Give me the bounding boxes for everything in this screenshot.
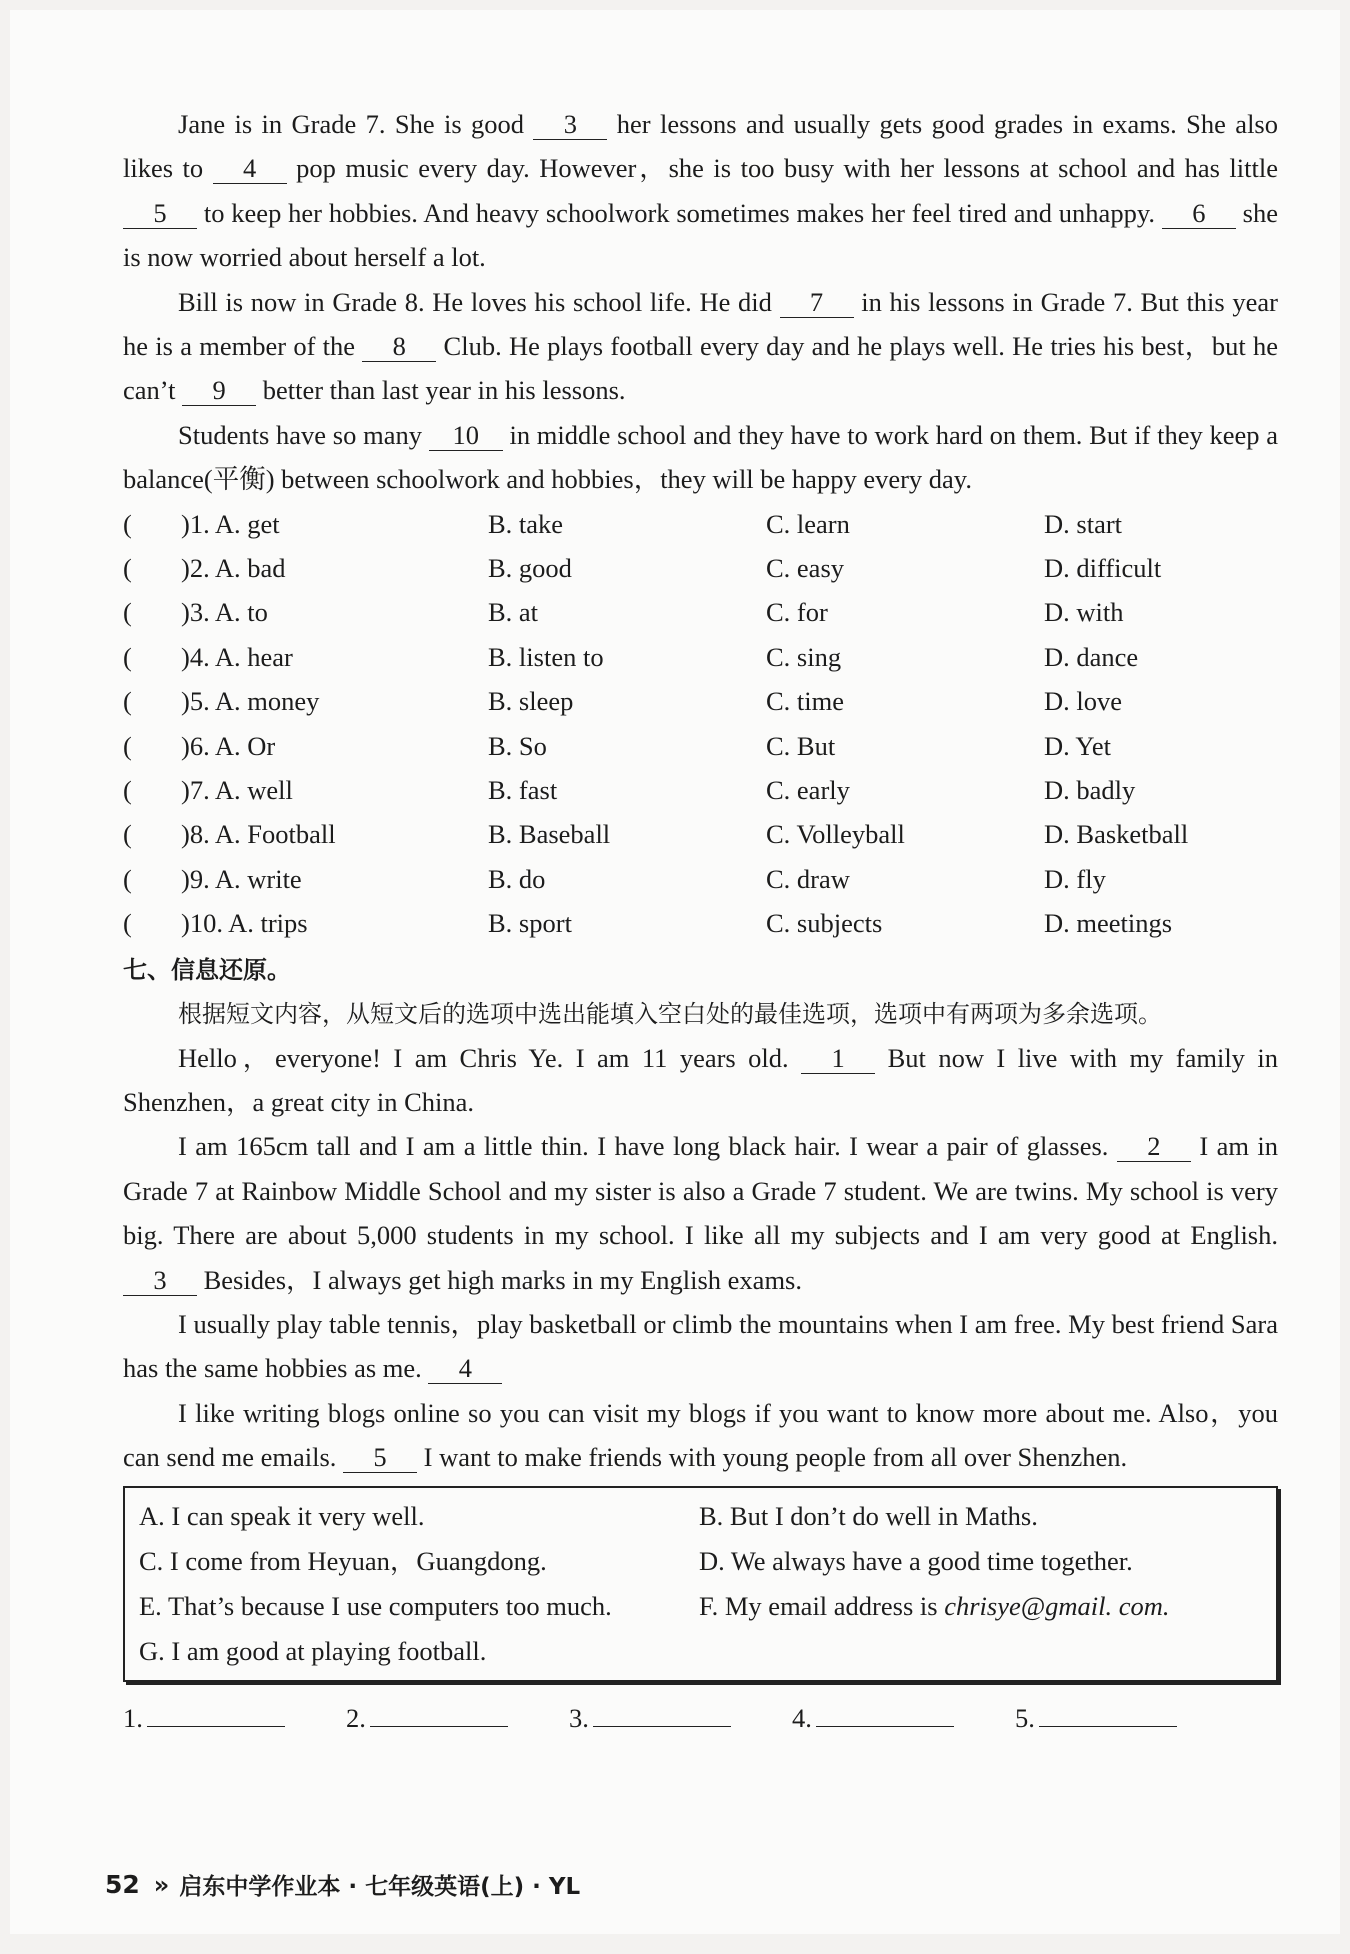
choice-e: E. That’s because I use computers too much.	[139, 1590, 612, 1621]
blank-3[interactable]: 3	[533, 109, 607, 140]
choice-d: D. We always have a good time together.	[699, 1545, 1133, 1576]
option-a[interactable]: )7. A. well	[181, 775, 293, 805]
passage-text: she is now worried about herself a lot.	[123, 197, 1278, 273]
option-a[interactable]: )10. A. trips	[181, 908, 308, 939]
answer-bracket[interactable]: (	[123, 641, 132, 672]
option-a[interactable]: )6. A. Or	[181, 730, 276, 761]
question-row	[123, 635, 1278, 679]
answer-slot	[792, 1696, 1015, 1740]
blank-5[interactable]: 5	[123, 198, 197, 229]
answer-blank[interactable]	[147, 1726, 285, 1727]
blank-4[interactable]: 4	[213, 153, 287, 184]
option-c[interactable]: C. for	[766, 597, 828, 628]
option-d[interactable]: D. difficult	[1044, 553, 1162, 584]
blank-5[interactable]: 5	[343, 1442, 417, 1473]
option-c[interactable]: C. time	[766, 686, 845, 717]
workbook-page	[10, 10, 1340, 1934]
option-d[interactable]: D. Yet	[1044, 730, 1112, 761]
choice-a: A. I can speak it very well.	[139, 1500, 425, 1531]
question-stem	[123, 546, 488, 590]
passage-text: in his lessons in Grade 7. But this year he is a member of the	[123, 286, 1278, 362]
question-row	[123, 679, 1278, 723]
answer-slot	[346, 1696, 569, 1740]
option-a[interactable]: )2. A. bad	[181, 553, 286, 584]
book-title: 启东中学作业本 · 七年级英语(上) · YL	[179, 1874, 581, 1900]
answer-blank[interactable]	[593, 1726, 731, 1727]
answer-blank[interactable]	[370, 1726, 508, 1727]
answer-slot	[1015, 1696, 1238, 1740]
blank-2[interactable]: 2	[1117, 1131, 1191, 1162]
passage-text: Students have so many	[178, 419, 429, 450]
option-c[interactable]: C. early	[766, 775, 850, 805]
option-a[interactable]: )8. A. Football	[181, 819, 336, 850]
option-b[interactable]: B. sport	[488, 908, 572, 939]
passage-text: Bill is now in Grade 8. He loves his school life. He did	[178, 286, 780, 317]
passage-paragraph	[123, 1302, 1278, 1391]
blank-3[interactable]: 3	[123, 1265, 197, 1296]
option-b[interactable]: B. fast	[488, 775, 558, 805]
choice-b: B. But I don’t do well in Maths.	[699, 1500, 1038, 1531]
question-row	[123, 812, 1278, 856]
option-b[interactable]: B. good	[488, 553, 572, 584]
passage-paragraph	[123, 413, 1278, 502]
option-d[interactable]: D. start	[1044, 508, 1123, 539]
passage-paragraph	[123, 280, 1278, 413]
option-b[interactable]: B. sleep	[488, 686, 574, 717]
answer-label: 5.	[1015, 1702, 1035, 1733]
question-stem	[123, 635, 488, 679]
email-address: chrisye@gmail. com.	[944, 1590, 1170, 1621]
option-a[interactable]: )1. A. get	[181, 508, 280, 539]
passage-text: Jane is in Grade 7. She is good	[178, 109, 534, 139]
choice-g: G. I am good at playing football.	[139, 1635, 487, 1666]
answer-bracket[interactable]: (	[123, 597, 132, 628]
answer-label: 4.	[792, 1702, 812, 1733]
blank-9[interactable]: 9	[182, 375, 256, 406]
passage-text: I am 165cm tall and I am a little thin. I have long black hair. I wear a pair of glasses.	[178, 1131, 1117, 1162]
answer-slot	[569, 1696, 792, 1740]
option-c[interactable]: C. subjects	[766, 908, 883, 939]
answer-bracket[interactable]: (	[123, 508, 132, 539]
option-c[interactable]: C. Volleyball	[766, 819, 905, 850]
answer-bracket[interactable]: (	[123, 863, 132, 894]
passage-text: I usually play table tennis，play basketball or climb the mountains when I am free. My best friend Sara has the same hobbies as me.	[123, 1309, 1278, 1384]
blank-1[interactable]: 1	[801, 1043, 875, 1074]
answer-label: 1.	[123, 1702, 143, 1733]
multiple-choice-options	[123, 502, 1278, 946]
passage-text: Besides，I always get high marks in my English exams.	[197, 1264, 802, 1295]
passage-text: in middle school and they have to work hard on them. But if they keep a balance(平衡) between schoolwork and hobbies，they will be happy every day.	[123, 419, 1279, 495]
question-stem	[123, 679, 488, 723]
section-title: 七、信息还原。	[123, 955, 291, 984]
option-b[interactable]: B. at	[488, 597, 539, 628]
choice-f	[699, 1584, 1262, 1629]
question-row	[123, 502, 1278, 546]
answer-bracket[interactable]: (	[123, 775, 132, 805]
option-b[interactable]: B. do	[488, 863, 546, 894]
choices-box	[123, 1486, 1278, 1682]
option-d[interactable]: D. Basketball	[1044, 819, 1189, 850]
blank-10[interactable]: 10	[429, 420, 503, 451]
passage-text: to keep her hobbies. And heavy schoolwork sometimes makes her feel tired and unhappy.	[197, 197, 1162, 228]
section-instruction: 根据短文内容，从短文后的选项中选出能填入空白处的最佳选项，选项中有两项为多余选项。	[178, 999, 1162, 1028]
option-a[interactable]: )4. A. hear	[181, 641, 293, 672]
question-row	[123, 768, 1278, 812]
option-d[interactable]: D. dance	[1044, 641, 1139, 672]
passage-text: her lessons and usually gets good grades in exams. She also likes to	[123, 109, 1278, 184]
passage-paragraph	[123, 1124, 1278, 1302]
passage-text: better than last year in his lessons.	[256, 375, 626, 406]
question-row	[123, 901, 1278, 945]
question-row	[123, 546, 1278, 590]
option-c[interactable]: C. sing	[766, 641, 842, 672]
question-row	[123, 590, 1278, 634]
blank-8[interactable]: 8	[362, 331, 436, 362]
passage-paragraph	[123, 102, 1278, 280]
question-row	[123, 724, 1278, 768]
passage-text: Club. He plays football every day and he plays well. He tries his best，but he can’t	[123, 331, 1278, 406]
option-d[interactable]: D. fly	[1044, 863, 1106, 894]
passage-text: Hello，everyone! I am Chris Ye. I am 11 years old.	[178, 1042, 802, 1073]
passage-paragraph	[123, 1036, 1278, 1125]
passage-text: pop music every day. However，she is too busy with her lessons at school and has little	[286, 153, 1278, 184]
option-b[interactable]: B. listen to	[488, 641, 604, 672]
question-row	[123, 857, 1278, 901]
passage-text: But now I live with my family in Shenzhen，a great city in China.	[123, 1042, 1278, 1117]
blank-6[interactable]: 6	[1162, 198, 1236, 229]
answer-slot	[123, 1696, 346, 1740]
option-d[interactable]: D. badly	[1044, 775, 1136, 805]
option-a[interactable]: )9. A. write	[181, 863, 302, 894]
double-chevron-icon: »	[153, 1870, 170, 1899]
page-footer	[105, 1868, 580, 1901]
passage-text: I like writing blogs online so you can visit my blogs if you want to know more about me. Also，you can send me emails.	[123, 1397, 1278, 1473]
passage-paragraph	[123, 1391, 1278, 1480]
page-number: 52	[105, 1870, 140, 1899]
answer-lines	[123, 1696, 1278, 1740]
answer-blank[interactable]	[816, 1726, 954, 1727]
question-stem	[123, 812, 488, 856]
choice-c: C. I come from Heyuan，Guangdong.	[139, 1545, 547, 1576]
option-c[interactable]: C. learn	[766, 508, 850, 539]
answer-label: 2.	[346, 1702, 366, 1733]
choice-f-text: F. My email address is	[699, 1590, 945, 1621]
passage-text: I am in Grade 7 at Rainbow Middle School and my sister is also a Grade 7 student. We are twins. My school is very big. There are about 5,000 students in my school. I like all my subjects and I am very good at English.	[123, 1131, 1279, 1251]
answer-bracket[interactable]: (	[123, 730, 132, 761]
question-stem	[123, 502, 488, 546]
answer-bracket[interactable]: (	[123, 686, 132, 717]
answer-bracket[interactable]: (	[123, 908, 132, 939]
blank-7[interactable]: 7	[780, 287, 854, 318]
option-b[interactable]: B. take	[488, 508, 564, 539]
answer-bracket[interactable]: (	[123, 553, 132, 584]
option-b[interactable]: B. So	[488, 730, 547, 761]
option-d[interactable]: D. love	[1044, 686, 1123, 717]
page-content	[123, 102, 1278, 1740]
answer-bracket[interactable]: (	[123, 819, 132, 850]
answer-blank[interactable]	[1039, 1726, 1177, 1727]
answer-label: 3.	[569, 1702, 589, 1733]
question-stem	[123, 590, 488, 634]
question-stem	[123, 724, 488, 768]
option-b[interactable]: B. Baseball	[488, 819, 611, 850]
option-c[interactable]: C. draw	[766, 863, 850, 894]
option-d[interactable]: D. with	[1044, 597, 1124, 628]
option-c[interactable]: C. But	[766, 730, 836, 761]
option-a[interactable]: )3. A. to	[181, 597, 268, 628]
passage-text: I want to make friends with young people from all over Shenzhen.	[417, 1442, 1128, 1473]
blank-4[interactable]: 4	[428, 1353, 502, 1384]
question-stem	[123, 901, 488, 945]
option-d[interactable]: D. meetings	[1044, 908, 1173, 939]
question-stem	[123, 857, 488, 901]
option-c[interactable]: C. easy	[766, 553, 845, 584]
question-stem	[123, 768, 488, 812]
option-a[interactable]: )5. A. money	[181, 686, 320, 717]
